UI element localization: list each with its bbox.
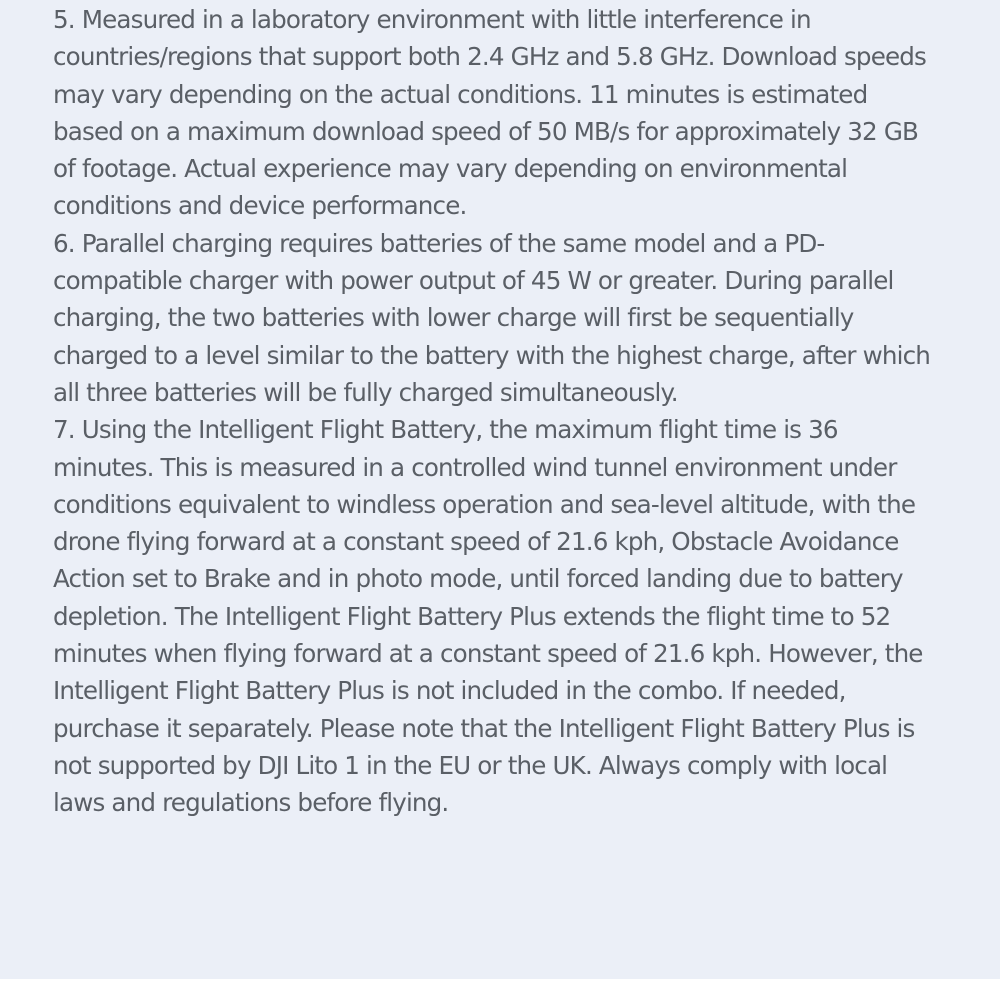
footnote-number: 7. — [53, 415, 75, 445]
footnote-7 — [53, 411, 943, 821]
footnote-5 — [53, 1, 943, 225]
footnote-list — [53, 1, 943, 822]
footnote-number: 6. — [53, 228, 75, 258]
footnote-text: Parallel charging requires batteries of the same model and a PD-compatible charger with power output of 45 W or greater. During parallel charging, the two batteries with lower charge will first be sequentially charged to a level similar to the battery with the highest charge, after which all three batteries will be fully charged simultaneously. — [53, 228, 931, 407]
footnote-6 — [53, 225, 943, 411]
footnote-number: 5. — [53, 5, 75, 34]
footnote-text: Using the Intelligent Flight Battery, the maximum flight time is 36 minutes. This is measured in a controlled wind tunnel environment under conditions equivalent to windless operation and sea-level altitude, with the drone flying forward at a constant speed of 21.6 kph, Obstacle Avoidance Action set to Brake and in photo mode, until forced landing due to battery depletion. The Intelligent Flight Battery Plus extends the flight time to 52 minutes when flying forward at a constant speed of 21.6 kph. However, the Intelligent Flight Battery Plus is not included in the combo. If needed, purchase it separately. Please note that the Intelligent Flight Battery Plus is not supported by DJI Lito 1 in the EU or the UK. Always comply with local laws and regulations before flying. — [53, 415, 923, 818]
footnote-text: Measured in a laboratory environment with little interference in countries/regions that support both 2.4 GHz and 5.8 GHz. Download speeds may vary depending on the actual conditions. 11 minutes is estimated based on a maximum download speed of 50 MB/s for approximately 32 GB of footage. Actual experience may vary depending on environmental conditions and device performance. — [53, 5, 926, 221]
